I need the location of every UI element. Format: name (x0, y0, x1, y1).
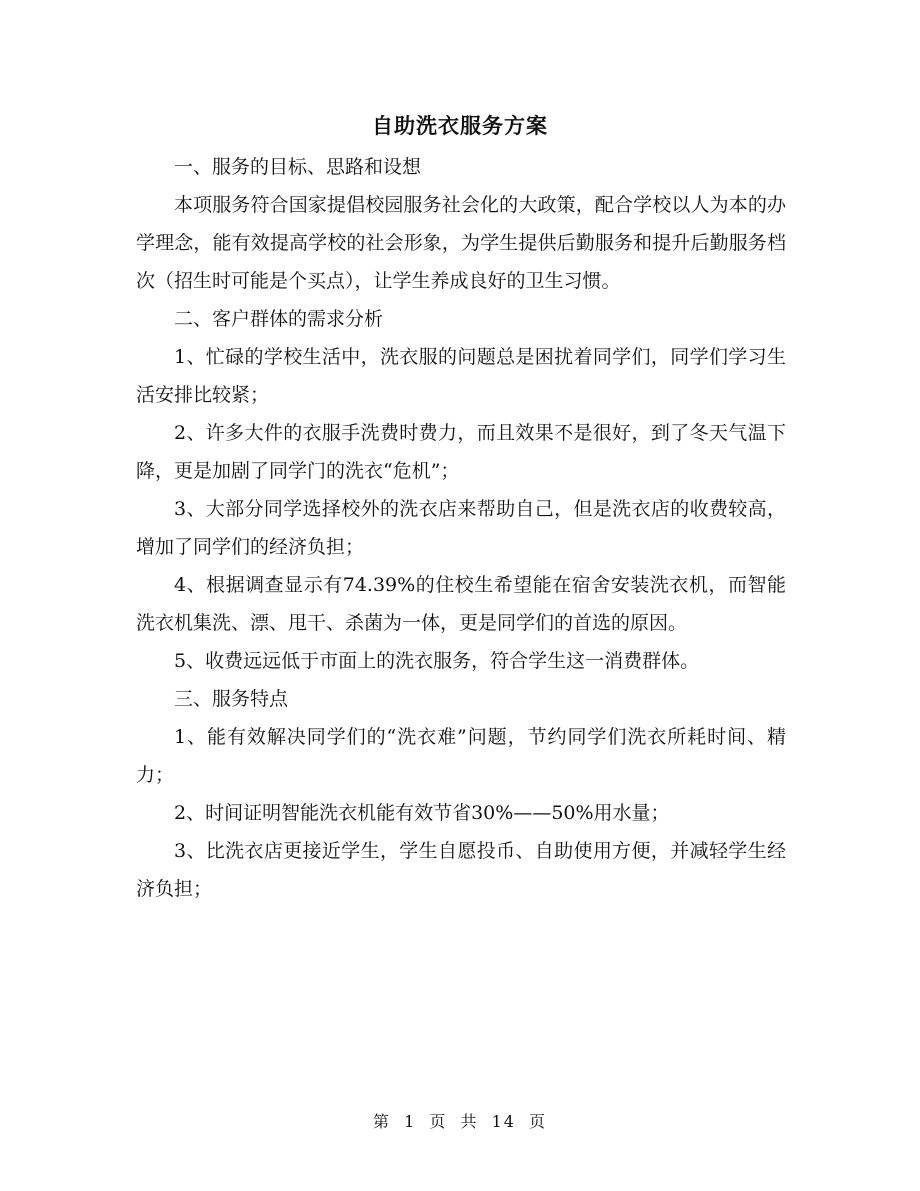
list-item: 3、比洗衣店更接近学生，学生自愿投币、自助使用方便，并减轻学生经济负担； (136, 840, 786, 900)
list-item: 2、许多大件的衣服手洗费时费力，而且效果不是很好，到了冬天气温下降，更是加剧了同学门的洗衣“危机”； (136, 422, 786, 482)
document-title: 自助洗衣服务方案 (372, 113, 548, 138)
footer-suffix: 页 (529, 1112, 548, 1131)
section-heading-1: 一、服务的目标、思路和设想 (174, 156, 422, 178)
list-item: 5、收费远远低于市面上的洗衣服务，符合学生这一消费群体。 (174, 650, 700, 672)
list-item: 1、能有效解决同学们的“洗衣难”问题，节约同学们洗衣所耗时间、精力； (136, 726, 786, 786)
footer-current-page: 1 (404, 1112, 417, 1131)
footer-page-unit: 页 (429, 1112, 448, 1131)
footer-total-pages: 14 (491, 1112, 516, 1131)
document-body (136, 148, 786, 908)
paragraph: 本项服务符合国家提倡校园服务社会化的大政策，配合学校以人为本的办学理念，能有效提高学校的社会形象，为学生提供后勤服务和提升后勤服务档次（招生时可能是个买点），让学生养成良好的卫生习惯。 (136, 194, 786, 292)
footer-total-label: 共 (460, 1112, 479, 1131)
list-item: 1、忙碌的学校生活中，洗衣服的问题总是困扰着同学们，同学们学习生活安排比较紧； (136, 346, 786, 406)
list-item: 3、大部分同学选择校外的洗衣店来帮助自己，但是洗衣店的收费较高，增加了同学们的经济负担； (136, 498, 786, 558)
list-item: 4、根据调查显示有74.39%的住校生希望能在宿舍安装洗衣机，而智能洗衣机集洗、漂、甩干、杀菌为一体，更是同学们的首选的原因。 (136, 574, 786, 634)
section-heading-3: 三、服务特点 (174, 688, 289, 710)
section-heading-2: 二、客户群体的需求分析 (174, 308, 384, 330)
footer-prefix: 第 (372, 1112, 391, 1131)
page-footer (0, 1110, 920, 1134)
list-item: 2、时间证明智能洗衣机能有效节省30%——50%用水量； (174, 802, 670, 824)
